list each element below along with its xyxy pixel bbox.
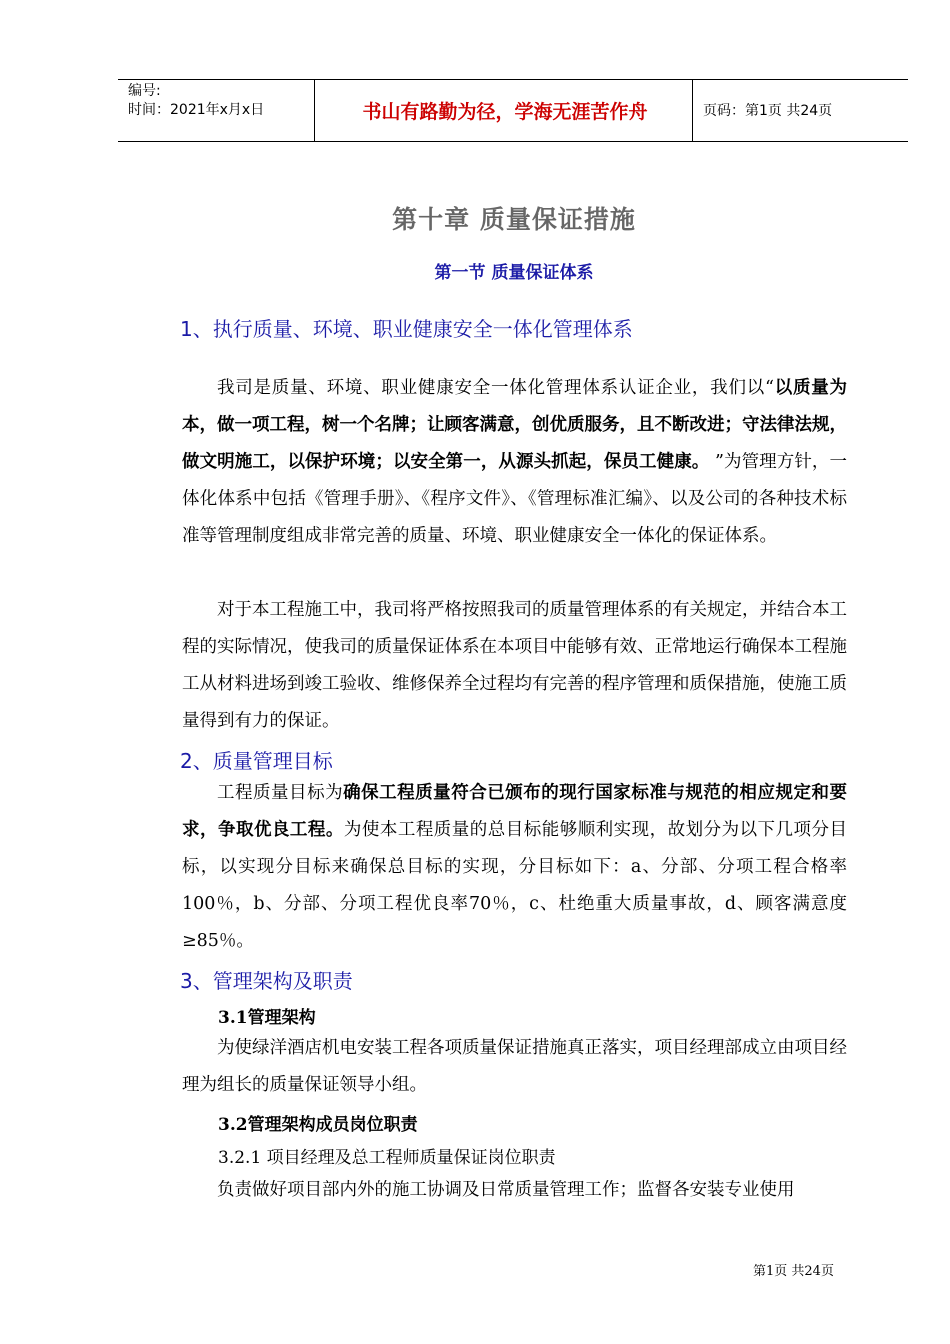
subheading-3-2-1: 3.2.1 项目经理及总工程师质量保证岗位职责: [218, 1148, 556, 1168]
paragraph-quality-policy: [182, 370, 847, 555]
heading-2: 2、质量管理目标: [180, 749, 333, 773]
paragraph-text: 我司是质量、环境、职业健康安全一体化管理体系认证企业，我们以“: [217, 378, 774, 398]
header-meta: [128, 82, 264, 120]
heading-3: 3、管理架构及职责: [180, 969, 353, 993]
paragraph-text: 工程质量目标为: [217, 783, 344, 803]
header-divider: [692, 80, 693, 141]
paragraph-text: ”为管理方针，一体化体系中包括《管理手册》、《程序文件》、《管理标准汇编》、以及公司的各种技术标准等管理制度组成非常完善的质量、环境、职业健康安全一体化的保证体系。: [182, 452, 847, 546]
paragraph-quality-goals: [182, 775, 847, 960]
policy-bold-text: 以质量为本，做一项工程，树一个名牌；让顾客满意，创优质服务，且不断改进；守法律法规，做文明施工，以保护环境；以安全第一，从源头抓起，保员工健康。: [182, 378, 848, 472]
header-motto: 书山有路勤为径，学海无涯苦作舟: [362, 101, 648, 123]
heading-1: 1、执行质量、环境、职业健康安全一体化管理体系: [180, 317, 633, 341]
chapter-title: 第十章 质量保证措施: [392, 205, 636, 234]
document-time-label: 时间：2021年x月x日: [128, 102, 265, 118]
page-footer: 第1页 共24页: [753, 1264, 834, 1279]
subheading-3-1: 3.1管理架构: [218, 1008, 316, 1028]
paragraph-text: 为使本工程质量的总目标能够顺利实现，故划分为以下几项分目标，以实现分目标来确保总目标的实现，分目标如下：a、分部、分项工程合格率100％，b、分部、分项工程优良率70％，c、杜绝重大质量事故，d、顾客满意度≥85％。: [182, 820, 847, 951]
header-divider: [314, 80, 315, 141]
page-header: [118, 79, 908, 142]
subheading-3-2: 3.2管理架构成员岗位职责: [218, 1115, 418, 1135]
goal-bold-text: 确保工程质量符合已颁布的现行国家标准与规范的相应规定和要求，争取优良工程。: [182, 783, 848, 840]
document-number-label: 编号:: [128, 83, 161, 99]
paragraph-system-implementation: 对于本工程施工中，我司将严格按照我司的质量管理体系的有关规定，并结合本工程的实际情况，使我司的质量保证体系在本项目中能够有效、正常地运行确保本工程施工从材料进场到竣工验收、维修保养全过程均有完善的程序管理和质保措施，使施工质量得到有力的保证。: [182, 600, 847, 731]
header-page-number: 页码：第1页 共24页: [703, 103, 833, 119]
paragraph-pm-duties: 负责做好项目部内外的施工协调及日常质量管理工作；监督各安装专业使用: [217, 1180, 795, 1200]
paragraph-management-structure: 为使绿洋酒店机电安装工程各项质量保证措施真正落实，项目经理部成立由项目经理为组长的质量保证领导小组。: [182, 1038, 847, 1095]
section-title: 第一节 质量保证体系: [434, 263, 594, 283]
